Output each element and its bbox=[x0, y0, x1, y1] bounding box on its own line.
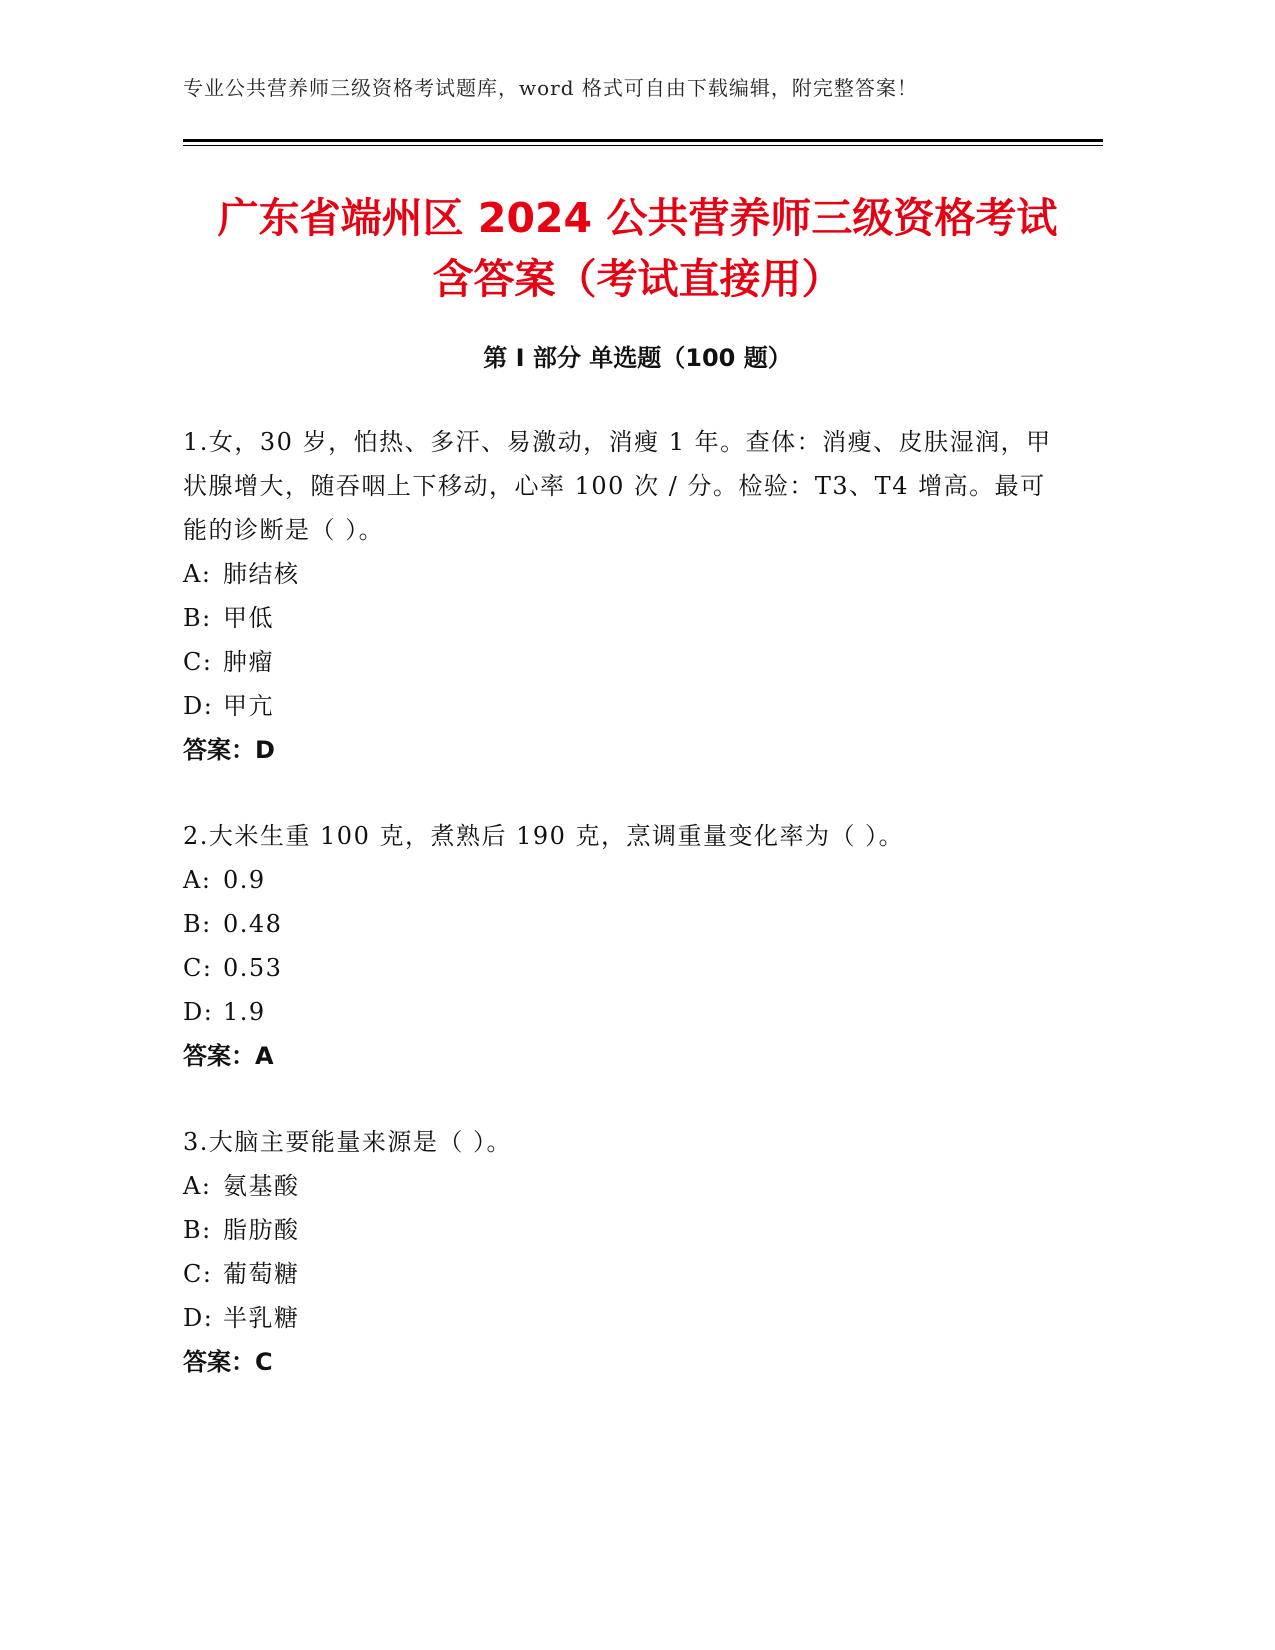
option-a bbox=[183, 1164, 1063, 1208]
question-stem: 1.女，30 岁，怕热、多汗、易激动，消瘦 1 年。查体：消瘦、皮肤湿润，甲状腺增大，随吞咽上下移动，心率 100 次 / 分。检验：T3、T4 增高。最可能的诊断是（ ）。 bbox=[183, 428, 1052, 544]
option-key: A: bbox=[183, 1172, 212, 1200]
option-c bbox=[183, 640, 1063, 684]
option-text: 0.53 bbox=[223, 954, 283, 982]
document-title bbox=[150, 188, 1125, 310]
option-a bbox=[183, 858, 1063, 902]
option-text: 氨基酸 bbox=[223, 1172, 300, 1200]
option-key: C: bbox=[183, 1260, 213, 1288]
option-c bbox=[183, 1252, 1063, 1296]
option-d bbox=[183, 1296, 1063, 1340]
question-3 bbox=[183, 1120, 1063, 1384]
document-title-line1: 广东省端州区 2024 公共营养师三级资格考试 bbox=[217, 194, 1058, 242]
option-key: D: bbox=[183, 1304, 214, 1332]
header-rule-thin bbox=[183, 145, 1103, 146]
option-key: A: bbox=[183, 866, 212, 894]
option-text: 1.9 bbox=[223, 998, 266, 1026]
question-stem: 3.大脑主要能量来源是（ ）。 bbox=[183, 1128, 513, 1156]
section-title: 第 I 部分 单选题（100 题） bbox=[483, 344, 792, 372]
option-key: C: bbox=[183, 648, 213, 676]
option-key: B: bbox=[183, 910, 212, 938]
option-b bbox=[183, 902, 1063, 946]
option-d bbox=[183, 684, 1063, 728]
option-text: 甲亢 bbox=[223, 692, 274, 720]
option-key: C: bbox=[183, 954, 213, 982]
document-title-line2: 含答案（考试直接用） bbox=[432, 255, 843, 303]
option-text: 甲低 bbox=[223, 604, 274, 632]
header-rule-thick bbox=[183, 139, 1103, 142]
header-note: 专业公共营养师三级资格考试题库，word 格式可自由下载编辑，附完整答案！ bbox=[183, 76, 918, 100]
option-key: B: bbox=[183, 604, 212, 632]
option-text: 肿瘤 bbox=[223, 648, 274, 676]
option-text: 0.48 bbox=[223, 910, 283, 938]
option-key: D: bbox=[183, 692, 214, 720]
answer: 答案：D bbox=[183, 736, 275, 764]
answer: 答案：C bbox=[183, 1348, 273, 1376]
question-stem: 2.大米生重 100 克，煮熟后 190 克，烹调重量变化率为（ ）。 bbox=[183, 822, 905, 850]
answer: 答案：A bbox=[183, 1042, 274, 1070]
option-text: 肺结核 bbox=[223, 560, 300, 588]
question-2 bbox=[183, 814, 1063, 1078]
option-text: 半乳糖 bbox=[223, 1304, 300, 1332]
option-key: B: bbox=[183, 1216, 212, 1244]
option-text: 0.9 bbox=[223, 866, 266, 894]
option-b bbox=[183, 1208, 1063, 1252]
option-text: 葡萄糖 bbox=[223, 1260, 300, 1288]
option-c bbox=[183, 946, 1063, 990]
option-key: D: bbox=[183, 998, 214, 1026]
option-text: 脂肪酸 bbox=[223, 1216, 300, 1244]
option-a bbox=[183, 552, 1063, 596]
option-b bbox=[183, 596, 1063, 640]
option-d bbox=[183, 990, 1063, 1034]
question-1 bbox=[183, 420, 1063, 772]
option-key: A: bbox=[183, 560, 212, 588]
